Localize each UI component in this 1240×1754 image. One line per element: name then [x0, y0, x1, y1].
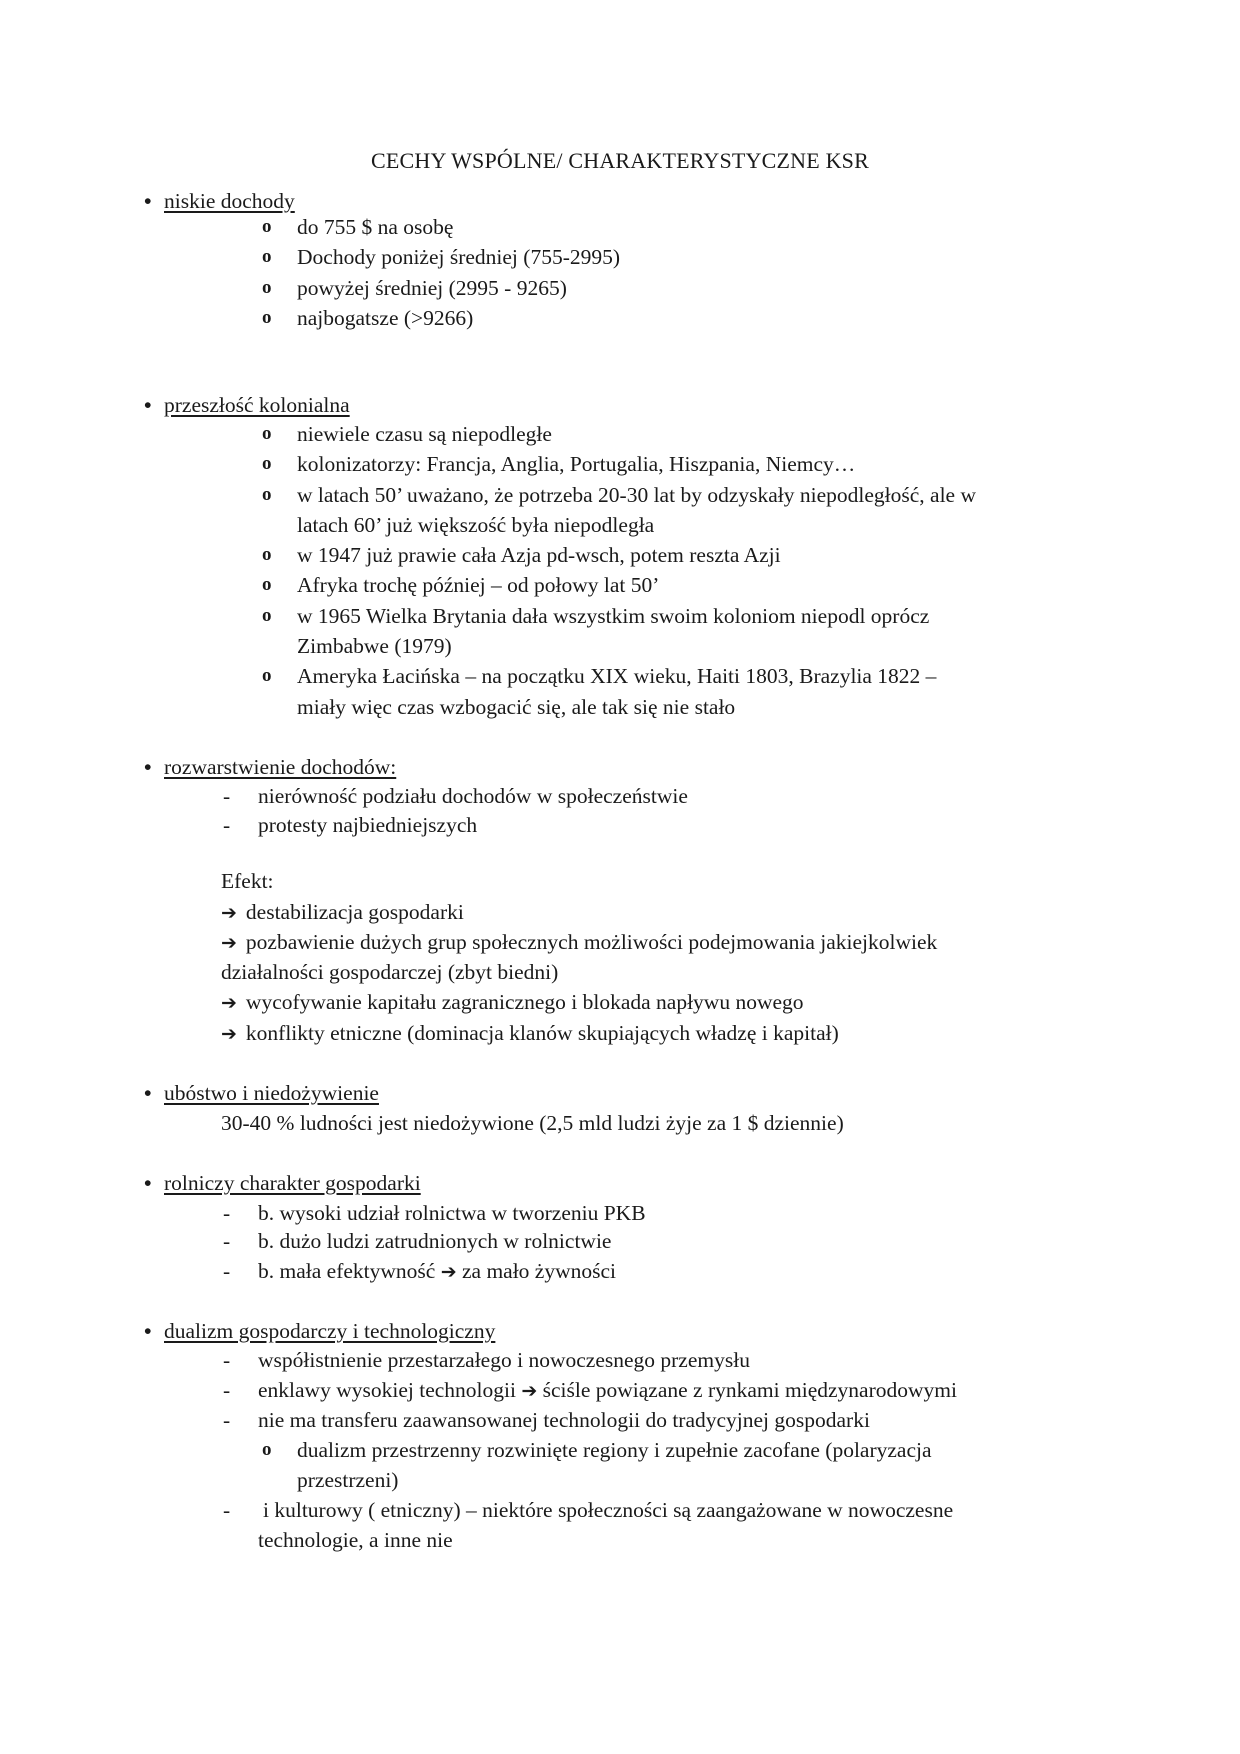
effect-item-continuation: działalności gospodarczej (zbyt biedni) — [221, 960, 559, 984]
section-heading-agriculture: rolniczy charakter gospodarki — [164, 1171, 421, 1195]
list-item: enklawy wysokiej technologii ➔ ściśle powiązane z rynkami międzynarodowymi — [258, 1378, 957, 1402]
circle-bullet-icon: o — [262, 605, 272, 626]
arrow-right-icon: ➔ — [221, 902, 237, 924]
list-item: protesty najbiedniejszych — [258, 813, 478, 837]
list-item: niewiele czasu są niepodległe — [297, 422, 552, 446]
bullet-icon: • — [144, 1319, 152, 1343]
list-item: do 755 $ na osobę — [297, 215, 454, 239]
list-item: b. mała efektywność ➔ za mało żywności — [258, 1259, 617, 1283]
list-item: Afryka trochę później – od połowy lat 50’ — [297, 573, 660, 597]
list-item: w latach 50’ uważano, że potrzeba 20-30 lat by odzyskały niepodległość, ale w — [297, 483, 976, 507]
list-item-continuation: technologie, a inne nie — [258, 1528, 453, 1552]
list-item: kolonizatorzy: Francja, Anglia, Portugalia, Hiszpania, Niemcy… — [297, 452, 856, 476]
circle-bullet-icon: o — [262, 453, 272, 474]
list-item: w 1965 Wielka Brytania dała wszystkim swoim koloniom niepodl oprócz — [297, 604, 930, 628]
list-item: nie ma transferu zaawansowanej technologii do tradycyjnej gospodarki — [258, 1408, 870, 1432]
dash-bullet-icon: - — [223, 1348, 231, 1372]
arrow-right-icon: ➔ — [440, 1261, 457, 1283]
section-heading-income: niskie dochody — [164, 189, 295, 213]
effect-item: ➔ konflikty etniczne (dominacja klanów skupiających władzę i kapitał) — [221, 1021, 839, 1045]
effect-label: Efekt: — [221, 869, 274, 893]
list-item: najbogatsze (>9266) — [297, 306, 474, 330]
bullet-icon: • — [144, 393, 152, 417]
arrow-right-icon: ➔ — [221, 992, 237, 1014]
circle-bullet-icon: o — [262, 544, 272, 565]
circle-bullet-icon: o — [262, 277, 272, 298]
bullet-icon: • — [144, 189, 152, 213]
circle-bullet-icon: o — [262, 307, 272, 328]
bullet-icon: • — [144, 1171, 152, 1195]
list-item-continuation: latach 60’ już większość była niepodległa — [297, 513, 655, 537]
dash-bullet-icon: - — [223, 1498, 231, 1522]
page-title: CECHY WSPÓLNE/ CHARAKTERYSTYCZNE KSR — [371, 148, 869, 173]
dash-bullet-icon: - — [223, 1259, 231, 1283]
arrow-right-icon: ➔ — [521, 1380, 538, 1402]
section-heading-dualism: dualizm gospodarczy i technologiczny — [164, 1319, 496, 1343]
effect-item: ➔ destabilizacja gospodarki — [221, 900, 464, 924]
list-item-continuation: Zimbabwe (1979) — [297, 634, 452, 658]
section-heading-poverty: ubóstwo i niedożywienie — [164, 1081, 379, 1105]
section-text: 30-40 % ludności jest niedożywione (2,5 mld ludzi żyje za 1 $ dziennie) — [221, 1111, 844, 1135]
dash-bullet-icon: - — [223, 1229, 231, 1253]
circle-bullet-icon: o — [262, 423, 272, 444]
circle-bullet-icon: o — [262, 574, 272, 595]
circle-bullet-icon: o — [262, 484, 272, 505]
dash-bullet-icon: - — [223, 1201, 231, 1225]
circle-bullet-icon: o — [262, 665, 272, 686]
list-item: b. wysoki udział rolnictwa w tworzeniu PKB — [258, 1201, 646, 1225]
circle-bullet-icon: o — [262, 216, 272, 237]
list-item: współistnienie przestarzałego i nowoczesnego przemysłu — [258, 1348, 750, 1372]
list-item: i kulturowy ( etniczny) – niektóre społeczności są zaangażowane w nowoczesne — [263, 1498, 954, 1522]
list-item: b. dużo ludzi zatrudnionych w rolnictwie — [258, 1229, 612, 1253]
list-item: dualizm przestrzenny rozwinięte regiony i zupełnie zacofane (polaryzacja — [297, 1438, 932, 1462]
effect-item: ➔ wycofywanie kapitału zagranicznego i blokada napływu nowego — [221, 990, 804, 1014]
dash-bullet-icon: - — [223, 1408, 231, 1432]
list-item: Ameryka Łacińska – na początku XIX wieku, Haiti 1803, Brazylia 1822 – — [297, 664, 937, 688]
section-heading-stratification: rozwarstwienie dochodów: — [164, 755, 397, 779]
list-item: powyżej średniej (2995 - 9265) — [297, 276, 567, 300]
bullet-icon: • — [144, 1081, 152, 1105]
section-heading-colonial: przeszłość kolonialna — [164, 393, 350, 417]
arrow-right-icon: ➔ — [221, 932, 237, 954]
dash-bullet-icon: - — [223, 1378, 231, 1402]
list-item-continuation: miały więc czas wzbogacić się, ale tak się nie stało — [297, 695, 736, 719]
arrow-right-icon: ➔ — [221, 1023, 237, 1045]
dash-bullet-icon: - — [223, 813, 231, 837]
list-item: w 1947 już prawie cała Azja pd-wsch, potem reszta Azji — [297, 543, 781, 567]
circle-bullet-icon: o — [262, 246, 272, 267]
bullet-icon: • — [144, 755, 152, 779]
circle-bullet-icon: o — [262, 1439, 272, 1460]
list-item: Dochody poniżej średniej (755-2995) — [297, 245, 621, 269]
effect-item: ➔ pozbawienie dużych grup społecznych możliwości podejmowania jakiejkolwiek — [221, 930, 938, 954]
list-item-continuation: przestrzeni) — [297, 1468, 399, 1492]
list-item: nierówność podziału dochodów w społeczeństwie — [258, 784, 688, 808]
dash-bullet-icon: - — [223, 784, 231, 808]
